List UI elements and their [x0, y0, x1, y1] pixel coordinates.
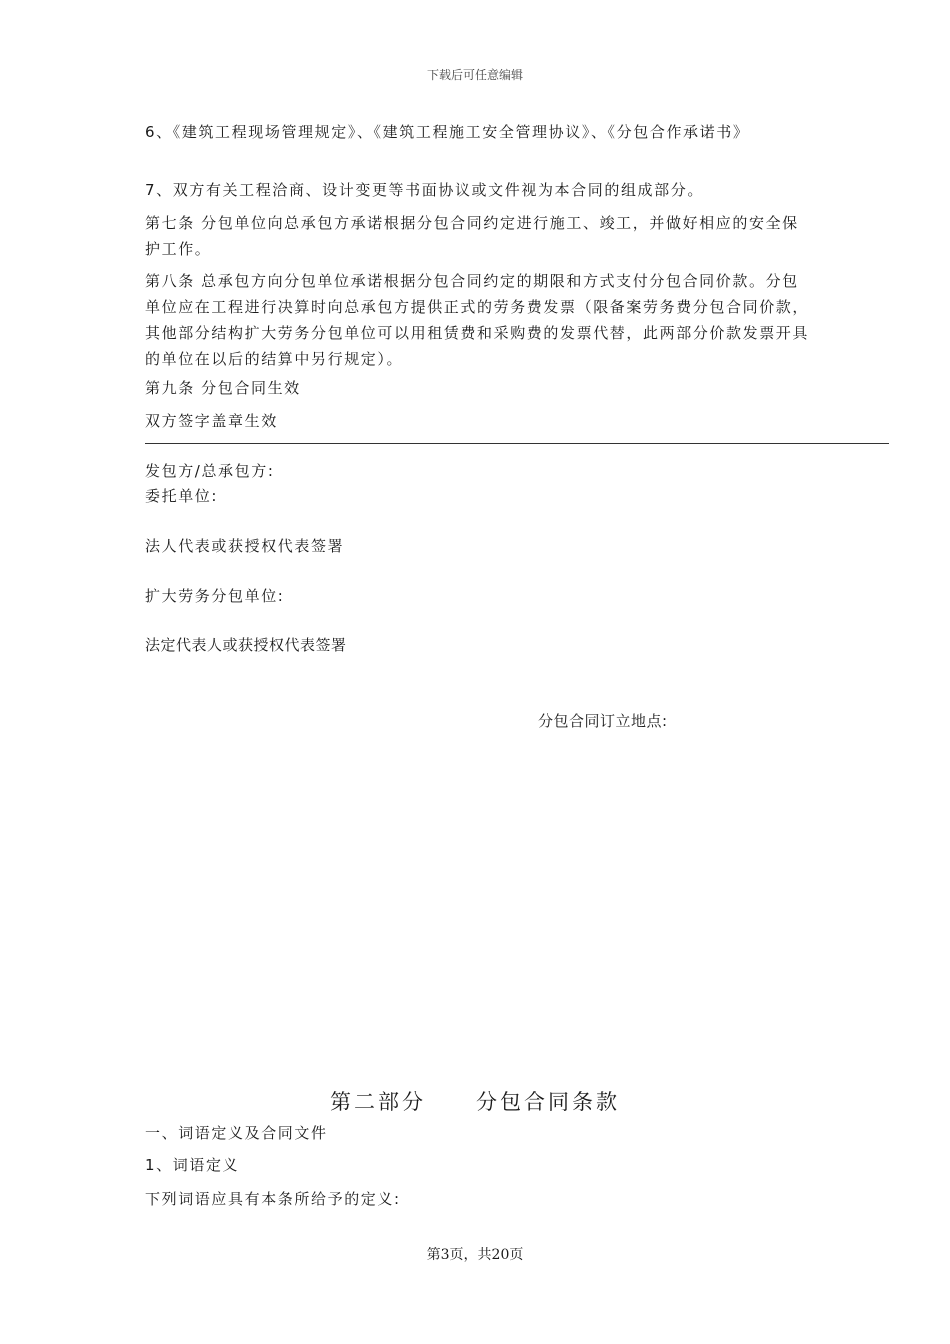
effect-clause: 双方签字盖章生效: [145, 412, 278, 430]
page-footer: 第3页，共20页: [426, 1247, 524, 1263]
contractor-label: 发包方/总承包方:: [145, 462, 275, 480]
item-1-heading: 1、词语定义: [145, 1156, 240, 1174]
entrusted-unit-label: 委托单位:: [145, 487, 219, 505]
part2-title: [0, 1086, 950, 1116]
section-1-heading: 一、词语定义及合同文件: [145, 1124, 328, 1142]
divider-line: [145, 443, 889, 444]
article-7: 第七条 分包单位向总承包方承诺根据分包合同约定进行施工、竣工，并做好相应的安全保护工作。: [145, 214, 799, 258]
subcontractor-label: 扩大劳务分包单位:: [145, 587, 285, 605]
definitions-intro: 下列词语应具有本条所给予的定义:: [145, 1190, 401, 1208]
article-8: 第八条 总承包方向分包单位承诺根据分包合同约定的期限和方式支付分包合同价款。分包单位应在工程进行决算时向总承包方提供正式的劳务费发票（限备案劳务费分包合同价款，其他部分结构扩大劳务分包单位可以用租赁费和采购费的发票代替，此两部分价款发票开具的单位在以后的结算中另行规定）。: [145, 272, 810, 368]
article-9: 第九条 分包合同生效: [145, 379, 301, 397]
legal-rep-signature-label: 法人代表或获授权代表签署: [145, 537, 345, 555]
page-header: 下载后可任意编辑: [426, 68, 523, 82]
part2-title-right: 分包合同条款: [476, 1090, 620, 1114]
contract-place-label: 分包合同订立地点:: [538, 712, 668, 730]
part2-title-left: 第二部分: [330, 1090, 426, 1114]
clause-7: 7、双方有关工程洽商、设计变更等书面协议或文件视为本合同的组成部分。: [145, 181, 704, 199]
clause-6: 6、《建筑工程现场管理规定》、《建筑工程施工安全管理协议》、《分包合作承诺书》: [145, 123, 750, 141]
legal-rep-signature-label-2: 法定代表人或获授权代表签署: [145, 636, 347, 654]
